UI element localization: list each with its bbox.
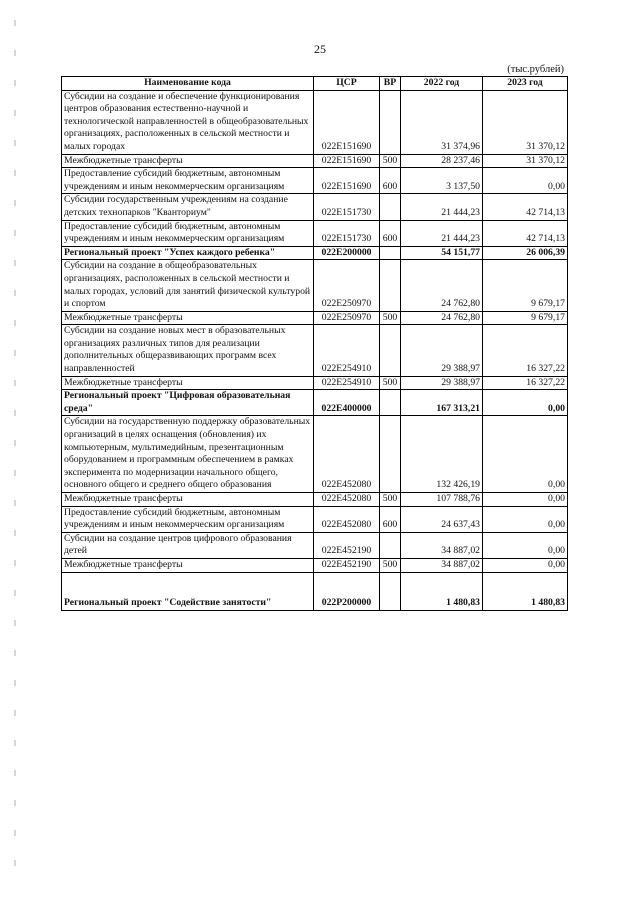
- cell-2023: 9 679,17: [483, 260, 568, 311]
- cell-name: Предоставление субсидий бюджетным, автономным учреждениям и иным некоммерческим организациям: [62, 168, 314, 194]
- units-label: (тыс.рублей): [507, 64, 564, 75]
- table-row-project: [62, 390, 568, 416]
- table-row: [62, 154, 568, 168]
- cell-2022: 21 444,23: [401, 220, 483, 246]
- cell-csr: 022E151730: [314, 220, 380, 246]
- table-row-project: [62, 572, 568, 610]
- cell-vr: [380, 260, 401, 311]
- table-row: [62, 376, 568, 390]
- header-csr: ЦСР: [314, 77, 380, 91]
- cell-name: Региональный проект "Цифровая образовательная среда": [62, 390, 314, 416]
- cell-vr: [380, 194, 401, 220]
- budget-table: [61, 76, 568, 611]
- cell-2022: 34 887,02: [401, 558, 483, 572]
- cell-csr: 022E254910: [314, 376, 380, 390]
- table-row: [62, 493, 568, 507]
- table-row: [62, 90, 568, 154]
- cell-name: Субсидии на создание и обеспечение функционирования центров образования естественно-научной и технологической направленностей в общеобразовательных организациях, расположенных в сельской местности и малых городах: [62, 90, 314, 154]
- cell-csr: 022E151690: [314, 90, 380, 154]
- cell-vr: [380, 416, 401, 493]
- cell-2023: 0,00: [483, 168, 568, 194]
- cell-2023: 0,00: [483, 390, 568, 416]
- cell-name: Предоставление субсидий бюджетным, автономным учреждениям и иным некоммерческим организациям: [62, 220, 314, 246]
- cell-vr: 600: [380, 220, 401, 246]
- cell-2023: 42 714,13: [483, 220, 568, 246]
- cell-name: Субсидии государственным учреждениям на создание детских технопарков "Кванториум": [62, 194, 314, 220]
- cell-2022: 167 313,21: [401, 390, 483, 416]
- cell-name: Межбюджетные трансферты: [62, 311, 314, 325]
- table-row: [62, 220, 568, 246]
- cell-2022: 107 788,76: [401, 493, 483, 507]
- page-number: 25: [314, 42, 326, 56]
- cell-2022: 21 444,23: [401, 194, 483, 220]
- cell-2022: 3 137,50: [401, 168, 483, 194]
- table-row: [62, 325, 568, 376]
- cell-2023: 1 480,83: [483, 572, 568, 610]
- cell-name: Субсидии на государственную поддержку образовательных организаций в целях оснащения (обновления) их компьютерным, мультимедийным, презентационным оборудованием и программным обеспечением в рамках эксперимента по модернизации начального общего, основного общего и среднего общего образования: [62, 416, 314, 493]
- cell-2022: 29 388,97: [401, 376, 483, 390]
- table-row: [62, 416, 568, 493]
- table-body: [62, 90, 568, 610]
- table-row: [62, 558, 568, 572]
- cell-vr: 500: [380, 558, 401, 572]
- cell-2023: 9 679,17: [483, 311, 568, 325]
- cell-csr: 022P200000: [314, 572, 380, 610]
- cell-vr: [380, 90, 401, 154]
- cell-2022: 34 887,02: [401, 532, 483, 558]
- cell-vr: 500: [380, 154, 401, 168]
- cell-2022: 31 374,96: [401, 90, 483, 154]
- cell-2023: 16 327,22: [483, 325, 568, 376]
- cell-name: Межбюджетные трансферты: [62, 493, 314, 507]
- cell-vr: 600: [380, 506, 401, 532]
- cell-2022: 24 637,43: [401, 506, 483, 532]
- cell-2022: 24 762,80: [401, 311, 483, 325]
- header-name: Наименование кода: [62, 77, 314, 91]
- cell-vr: [380, 532, 401, 558]
- table-row: [62, 168, 568, 194]
- table-row: [62, 260, 568, 311]
- table-row: [62, 506, 568, 532]
- cell-2023: 0,00: [483, 558, 568, 572]
- cell-2022: 29 388,97: [401, 325, 483, 376]
- header-vr: ВР: [380, 77, 401, 91]
- cell-2023: 0,00: [483, 416, 568, 493]
- cell-vr: 500: [380, 311, 401, 325]
- header-2023: 2023 год: [483, 77, 568, 91]
- cell-csr: 022E151690: [314, 168, 380, 194]
- header-2022: 2022 год: [401, 77, 483, 91]
- cell-name: Региональный проект "Содействие занятости": [62, 572, 314, 610]
- cell-2022: 1 480,83: [401, 572, 483, 610]
- cell-vr: 600: [380, 168, 401, 194]
- table-row: [62, 311, 568, 325]
- cell-2023: 0,00: [483, 532, 568, 558]
- cell-name: Межбюджетные трансферты: [62, 154, 314, 168]
- cell-csr: 022E452080: [314, 416, 380, 493]
- cell-2022: 54 151,77: [401, 246, 483, 260]
- cell-name: Региональный проект "Успех каждого ребенка": [62, 246, 314, 260]
- cell-csr: 022E200000: [314, 246, 380, 260]
- cell-csr: 022E250970: [314, 311, 380, 325]
- cell-csr: 022E151690: [314, 154, 380, 168]
- cell-name: Межбюджетные трансферты: [62, 376, 314, 390]
- cell-name: Межбюджетные трансферты: [62, 558, 314, 572]
- cell-csr: 022E254910: [314, 325, 380, 376]
- cell-2023: 16 327,22: [483, 376, 568, 390]
- cell-csr: 022E452190: [314, 558, 380, 572]
- table-header-row: [62, 77, 568, 91]
- cell-name: Предоставление субсидий бюджетным, автономным учреждениям и иным некоммерческим организациям: [62, 506, 314, 532]
- table-row: [62, 194, 568, 220]
- table-row-project: [62, 246, 568, 260]
- cell-2023: 0,00: [483, 493, 568, 507]
- cell-2023: 26 006,39: [483, 246, 568, 260]
- cell-name: Субсидии на создание центров цифрового образования детей: [62, 532, 314, 558]
- cell-csr: 022E452190: [314, 532, 380, 558]
- cell-vr: [380, 390, 401, 416]
- cell-csr: 022E452080: [314, 506, 380, 532]
- cell-2023: 31 370,12: [483, 90, 568, 154]
- cell-vr: 500: [380, 376, 401, 390]
- cell-2023: 42 714,13: [483, 194, 568, 220]
- cell-name: Субсидии на создание в общеобразовательных организациях, расположенных в сельской местности и малых городах, условий для занятий физической культурой и спортом: [62, 260, 314, 311]
- cell-csr: 022E250970: [314, 260, 380, 311]
- cell-name: Субсидии на создание новых мест в образовательных организациях различных типов для реализации дополнительных общеразвивающих программ всех направленностей: [62, 325, 314, 376]
- cell-vr: [380, 325, 401, 376]
- table-row: [62, 532, 568, 558]
- cell-csr: 022E400000: [314, 390, 380, 416]
- scan-edge-marks: [14, 20, 16, 880]
- cell-csr: 022E151730: [314, 194, 380, 220]
- cell-2023: 31 370,12: [483, 154, 568, 168]
- cell-2022: 132 426,19: [401, 416, 483, 493]
- cell-vr: 500: [380, 493, 401, 507]
- cell-vr: [380, 246, 401, 260]
- cell-csr: 022E452080: [314, 493, 380, 507]
- cell-2023: 0,00: [483, 506, 568, 532]
- cell-vr: [380, 572, 401, 610]
- cell-2022: 28 237,46: [401, 154, 483, 168]
- cell-2022: 24 762,80: [401, 260, 483, 311]
